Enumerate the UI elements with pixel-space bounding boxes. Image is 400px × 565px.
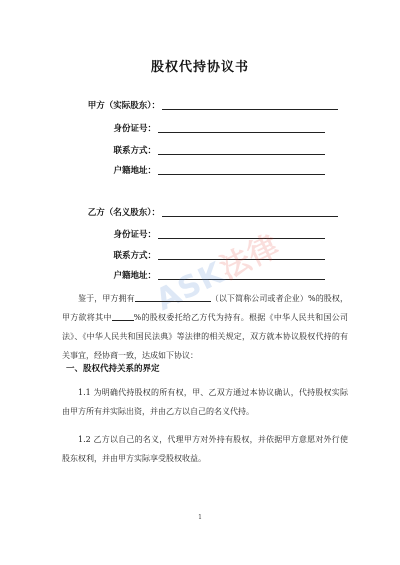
preamble-text-2: （以下简称公司或者企业）%的股权，甲方欲将其中 [62, 294, 348, 322]
party-b-name-label: 乙方（名义股东）： [87, 208, 160, 218]
party-a-contact-line [158, 154, 325, 155]
party-a-id-label: 身份证号： [113, 124, 156, 134]
party-a-address-field [113, 163, 325, 177]
company-name-blank [135, 292, 211, 302]
preamble-paragraph [62, 289, 348, 365]
page-number: 1 [198, 514, 202, 521]
clause-1-1: 1.1 为明确代持股权的所有权，甲、乙双方通过本协议确认，代持股权实际由甲方所有并实际出资，并由乙方以自己的名义代持。 [62, 388, 348, 416]
party-b-name-line [162, 216, 338, 217]
document-title: 股权代持协议书 [150, 60, 249, 75]
section-1-heading: 一、股权代持关系的界定 [66, 364, 160, 374]
party-a-name-field [87, 98, 338, 112]
party-a-contact-label: 联系方式： [113, 146, 156, 156]
party-a-name-line [162, 109, 338, 110]
party-b-address-label: 户籍地址： [113, 271, 156, 281]
party-a-name-label: 甲方（实际股东）： [87, 101, 160, 111]
preamble-text-1: 鉴于，甲方拥有 [78, 294, 135, 303]
party-a-address-line [158, 174, 325, 175]
preamble-text-3: %的股权委托给乙方代为持有。根据《中华人民共和国公司法》、《中华人民共和国民法典》等法律的相关规定，双方就本协议股权代持的有关事宜，经协商一致，达成如下协议： [62, 313, 348, 360]
party-a-id-field [113, 121, 325, 135]
party-a-address-label: 户籍地址： [113, 166, 156, 176]
share-percent-blank [112, 311, 134, 321]
party-a-contact-field [113, 143, 325, 157]
party-a-id-line [158, 132, 325, 133]
party-b-id-label: 身份证号： [113, 230, 156, 240]
party-b-name-field [87, 205, 338, 219]
clause-1-2: 1.2 乙方以自己的名义，代理甲方对外持有股权，并依据甲方意愿对外行使股东权利，并由甲方实际享受股权收益。 [62, 435, 348, 463]
party-b-contact-label: 联系方式： [113, 251, 156, 261]
watermark-logo: ASK法律 [150, 228, 286, 319]
